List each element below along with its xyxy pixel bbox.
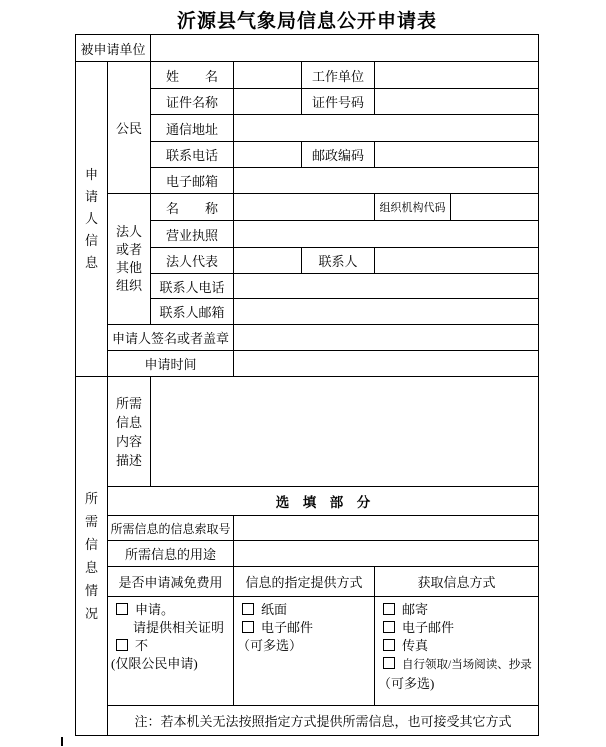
org-name-label: 名 称 bbox=[151, 194, 234, 221]
postal-code-label: 邮政编码 bbox=[302, 142, 375, 168]
needed-info-vertical-text: 所需信息情况 bbox=[84, 491, 98, 621]
id-name-value-cell[interactable] bbox=[234, 89, 302, 115]
request-no-label: 所需信息的信息索取号 bbox=[108, 516, 234, 541]
note-text: 注：若本机关无法按照指定方式提供所需信息，也可接受其它方式 bbox=[108, 706, 539, 736]
option-fax bbox=[383, 639, 538, 652]
option-apply-label: 申请。 bbox=[135, 602, 175, 617]
option-multi-select-note-2 bbox=[378, 677, 538, 690]
org-group-label bbox=[108, 194, 151, 325]
contact-email-label: 联系人邮箱 bbox=[151, 299, 234, 325]
applicant-info-section-label bbox=[76, 62, 108, 377]
id-name-label: 证件名称 bbox=[151, 89, 234, 115]
org-code-value-cell[interactable] bbox=[451, 194, 539, 221]
email-value-cell[interactable] bbox=[234, 168, 539, 194]
checkbox-fax[interactable] bbox=[383, 639, 395, 651]
contact-phone-label: 联系人电话 bbox=[151, 274, 234, 299]
option-mail bbox=[383, 603, 538, 616]
address-label: 通信地址 bbox=[151, 115, 234, 142]
option-multi-select-note-1-label: （可多选） bbox=[237, 638, 303, 653]
contact-phone-value-cell[interactable] bbox=[234, 274, 539, 299]
option-email-delivery-label: 电子邮件 bbox=[261, 620, 314, 635]
option-citizen-only-label: (仅限公民申请) bbox=[111, 656, 198, 671]
contact-label: 联系人 bbox=[302, 248, 375, 274]
option-email-delivery bbox=[242, 621, 374, 634]
provide-method-options-cell bbox=[234, 597, 375, 706]
work-unit-label: 工作单位 bbox=[302, 62, 375, 89]
info-desc-value-cell[interactable] bbox=[151, 377, 539, 487]
legal-rep-label: 法人代表 bbox=[151, 248, 234, 274]
applied-unit-value-cell[interactable] bbox=[151, 35, 539, 62]
id-number-label: 证件号码 bbox=[302, 89, 375, 115]
option-multi-select-note-2-label: （可多选) bbox=[378, 676, 435, 691]
checkbox-mail[interactable] bbox=[383, 603, 395, 615]
option-provide-proof bbox=[116, 621, 233, 634]
page-title: 沂源县气象局信息公开申请表 bbox=[176, 11, 437, 32]
contact-email-value-cell[interactable] bbox=[234, 299, 539, 325]
applied-unit-label: 被申请单位 bbox=[76, 35, 151, 62]
fee-waiver-header: 是否申请减免费用 bbox=[108, 567, 234, 597]
business-license-value-cell[interactable] bbox=[234, 221, 539, 248]
fee-waiver-options-cell bbox=[108, 597, 234, 706]
option-email-obtain-label: 电子邮件 bbox=[402, 620, 455, 635]
org-group-text: 法人或者其他组织 bbox=[115, 224, 142, 293]
citizen-group-label: 公民 bbox=[108, 62, 151, 194]
checkbox-email-obtain[interactable] bbox=[383, 621, 395, 633]
org-name-value-cell[interactable] bbox=[234, 194, 375, 221]
option-apply bbox=[116, 603, 233, 616]
option-multi-select-note-1 bbox=[237, 639, 374, 652]
work-unit-value-cell[interactable] bbox=[375, 62, 539, 89]
obtain-method-header: 获取信息方式 bbox=[375, 567, 539, 597]
option-no bbox=[116, 639, 233, 652]
provide-method-header: 信息的指定提供方式 bbox=[234, 567, 375, 597]
apply-time-value-cell[interactable] bbox=[234, 351, 539, 377]
name-value-cell[interactable] bbox=[234, 62, 302, 89]
postal-code-value-cell[interactable] bbox=[375, 142, 539, 168]
obtain-method-options-cell bbox=[375, 597, 539, 706]
org-code-label: 组织机构代码 bbox=[375, 194, 451, 221]
needed-info-section-label bbox=[76, 377, 108, 736]
option-citizen-only bbox=[111, 657, 233, 670]
request-no-value-cell[interactable] bbox=[234, 516, 539, 541]
option-self-pickup-label: 自行领取/当场阅读、抄录 bbox=[402, 659, 532, 671]
business-license-label: 营业执照 bbox=[151, 221, 234, 248]
option-paper bbox=[242, 603, 374, 616]
option-provide-proof-label: 请提供相关证明 bbox=[133, 620, 225, 635]
text-cursor bbox=[61, 737, 63, 746]
phone-value-cell[interactable] bbox=[234, 142, 302, 168]
option-email-obtain bbox=[383, 621, 538, 634]
id-number-value-cell[interactable] bbox=[375, 89, 539, 115]
phone-label: 联系电话 bbox=[151, 142, 234, 168]
checkbox-paper[interactable] bbox=[242, 603, 254, 615]
option-no-label: 不 bbox=[135, 638, 149, 653]
contact-value-cell[interactable] bbox=[375, 248, 539, 274]
option-mail-label: 邮寄 bbox=[402, 602, 429, 617]
purpose-label: 所需信息的用途 bbox=[108, 541, 234, 567]
purpose-value-cell[interactable] bbox=[234, 541, 539, 567]
checkbox-self-pickup[interactable] bbox=[383, 657, 395, 669]
signature-label: 申请人签名或者盖章 bbox=[108, 325, 234, 351]
signature-value-cell[interactable] bbox=[234, 325, 539, 351]
email-label: 电子邮箱 bbox=[151, 168, 234, 194]
option-self-pickup bbox=[383, 657, 538, 672]
applicant-info-vertical-text: 申请人信息 bbox=[84, 167, 98, 270]
legal-rep-value-cell[interactable] bbox=[234, 248, 302, 274]
application-form-table bbox=[75, 34, 539, 736]
info-desc-label bbox=[108, 377, 151, 487]
apply-time-label: 申请时间 bbox=[108, 351, 234, 377]
checkbox-apply[interactable] bbox=[116, 603, 128, 615]
optional-section-header: 选 填 部 分 bbox=[108, 487, 539, 516]
checkbox-no[interactable] bbox=[116, 639, 128, 651]
checkbox-email-delivery[interactable] bbox=[242, 621, 254, 633]
name-label: 姓 名 bbox=[151, 62, 234, 89]
address-value-cell[interactable] bbox=[234, 115, 539, 142]
option-fax-label: 传真 bbox=[402, 638, 429, 653]
info-desc-text: 所需信息内容描述 bbox=[115, 395, 142, 468]
option-paper-label: 纸面 bbox=[261, 602, 288, 617]
